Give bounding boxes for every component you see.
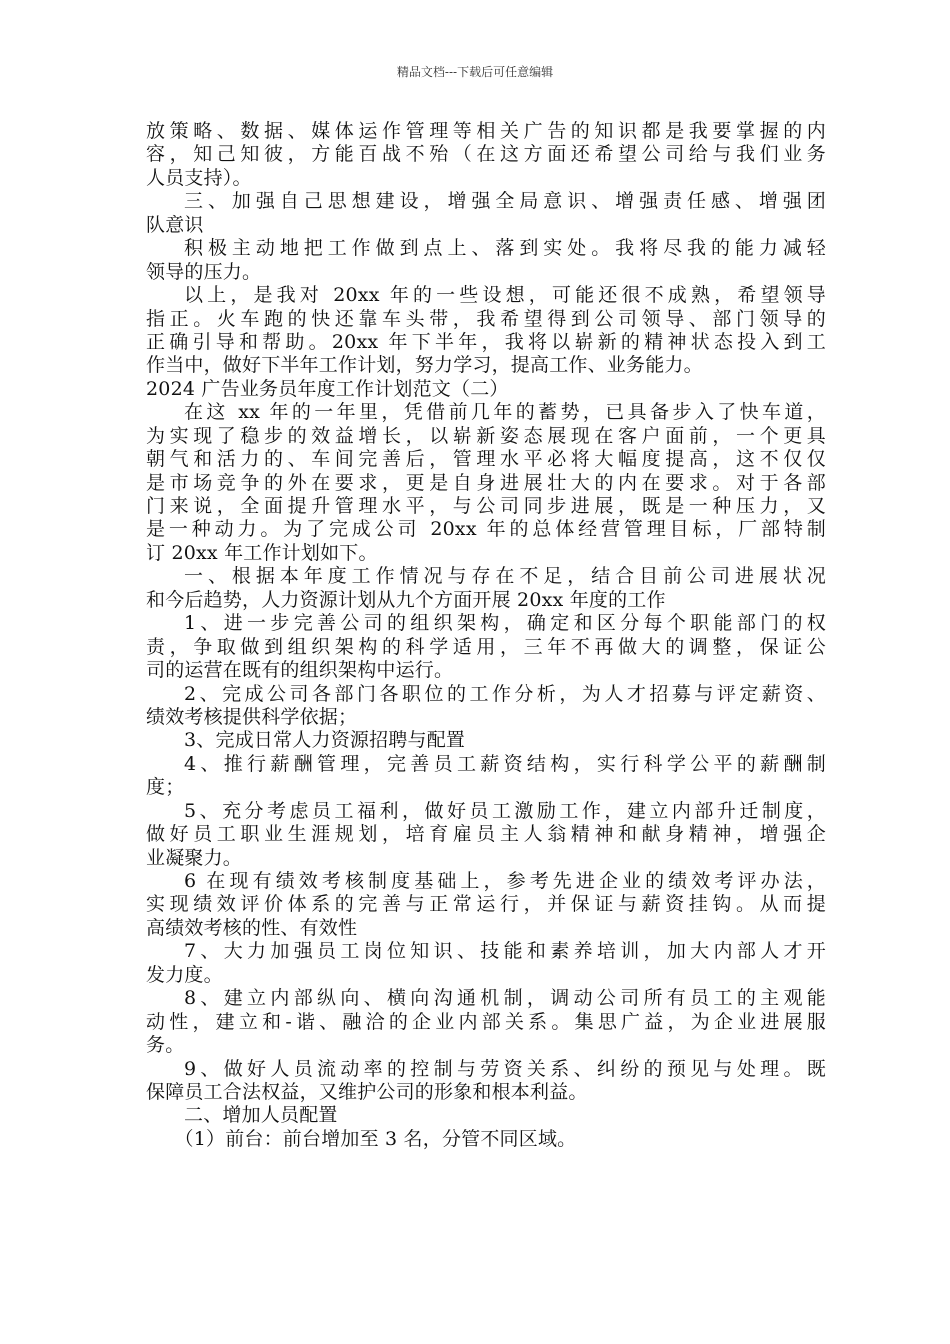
text-line: 以上，是我对 20xx 年的一些设想，可能还很不成熟，希望领导	[184, 284, 826, 307]
text-line: 3、完成日常人力资源招聘与配置	[184, 729, 466, 752]
text-line: 在这 xx 年的一年里，凭借前几年的蓄势，已具备步入了快车道，	[184, 401, 826, 424]
text-line: 2、完成公司各部门各职位的工作分析，为人才招募与评定薪资、	[184, 682, 826, 705]
page-header: 精品文档---下载后可任意编辑	[396, 65, 554, 79]
text-line: 作当中，做好下半年工作计划，努力学习，提高工作、业务能力。	[146, 354, 703, 377]
text-line: 人员支持）。	[146, 166, 252, 189]
text-line: 发力度。	[146, 963, 223, 986]
text-line: 8、建立内部纵向、横向沟通机制，调动公司所有员工的主观能	[184, 987, 826, 1010]
text-line: 正确引导和帮助。20xx 年下半年，我将以崭新的精神状态投入到工	[146, 330, 826, 353]
text-line: 高绩效考核的性、有效性	[146, 916, 358, 939]
text-line: 是一种动力。为了完成公司 20xx 年的总体经营管理目标，厂部特制	[146, 518, 826, 541]
text-line: 7、大力加强员工岗位知识、技能和素养培训，加大内部人才开	[184, 940, 826, 963]
text-line: 保障员工合法权益，又维护公司的形象和根本利益。	[146, 1080, 588, 1103]
text-line: 司的运营在既有的组织架构中运行。	[146, 659, 454, 682]
text-line: 6 在现有绩效考核制度基础上，参考先进企业的绩效考评办法，	[184, 870, 826, 892]
text-line: 度；	[146, 776, 185, 799]
text-line: 队意识	[146, 213, 204, 236]
text-line: 积极主动地把工作做到点上、落到实处。我将尽我的能力减轻	[184, 237, 826, 260]
document-body	[146, 120, 826, 1151]
text-line: 实现绩效评价体系的完善与正常运行，并保证与薪资挂钩。从而提	[146, 893, 826, 916]
text-line: 订 20xx 年工作计划如下。	[146, 541, 378, 564]
text-line: 容，知己知彼，方能百战不殆（在这方面还希望公司给与我们业务	[146, 143, 826, 166]
text-line: 三、加强自己思想建设，增强全局意识、增强责任感、增强团	[184, 190, 826, 213]
text-line: 领导的压力。	[146, 260, 262, 283]
text-line: 门来说，全面提升管理水平，与公司同步进展，既是一种压力，又	[146, 495, 826, 517]
text-line: 是市场竞争的外在要求，更是自身进展壮大的内在要求。对于各部	[146, 471, 826, 494]
text-line: 5、充分考虑员工福利，做好员工激励工作，建立内部升迁制度，	[184, 799, 826, 822]
text-line: 和今后趋势，人力资源计划从九个方面开展 20xx 年度的工作	[146, 588, 666, 611]
text-line: （1）前台：前台增加至 3 名，分管不同区域。	[174, 1127, 577, 1150]
text-line: 绩效考核提供科学依据；	[146, 705, 358, 728]
text-line: 4、推行薪酬管理，完善员工薪资结构，实行科学公平的薪酬制	[184, 752, 826, 775]
text-line: 2024 广告业务员年度工作计划范文（二）	[146, 377, 509, 400]
text-line: 务。	[146, 1034, 185, 1057]
text-line: 做好员工职业生涯规划，培育雇员主人翁精神和献身精神，增强企	[146, 823, 826, 846]
text-line: 一、根据本年度工作情况与存在不足，结合目前公司进展状况	[184, 565, 826, 588]
text-line: 责，争取做到组织架构的科学适用，三年不再做大的调整，保证公	[146, 635, 826, 658]
text-line: 1、进一步完善公司的组织架构，确定和区分每个职能部门的权	[184, 612, 826, 635]
text-line: 业凝聚力。	[146, 846, 243, 869]
text-line: 二、增加人员配置	[184, 1104, 338, 1127]
text-line: 动性，建立和-谐、融洽的企业内部关系。集思广益，为企业进展服	[146, 1010, 826, 1033]
text-line: 为实现了稳步的效益增长，以崭新姿态展现在客户面前，一个更具	[146, 424, 826, 447]
text-line: 9、做好人员流动率的控制与劳资关系、纠纷的预见与处理。既	[184, 1057, 826, 1080]
text-line: 指正。火车跑的快还靠车头带，我希望得到公司领导、部门领导的	[146, 307, 826, 330]
text-line: 朝气和活力的、车间完善后，管理水平必将大幅度提高，这不仅仅	[146, 448, 826, 471]
text-line: 放策略、数据、媒体运作管理等相关广告的知识都是我要掌握的内	[146, 120, 826, 142]
